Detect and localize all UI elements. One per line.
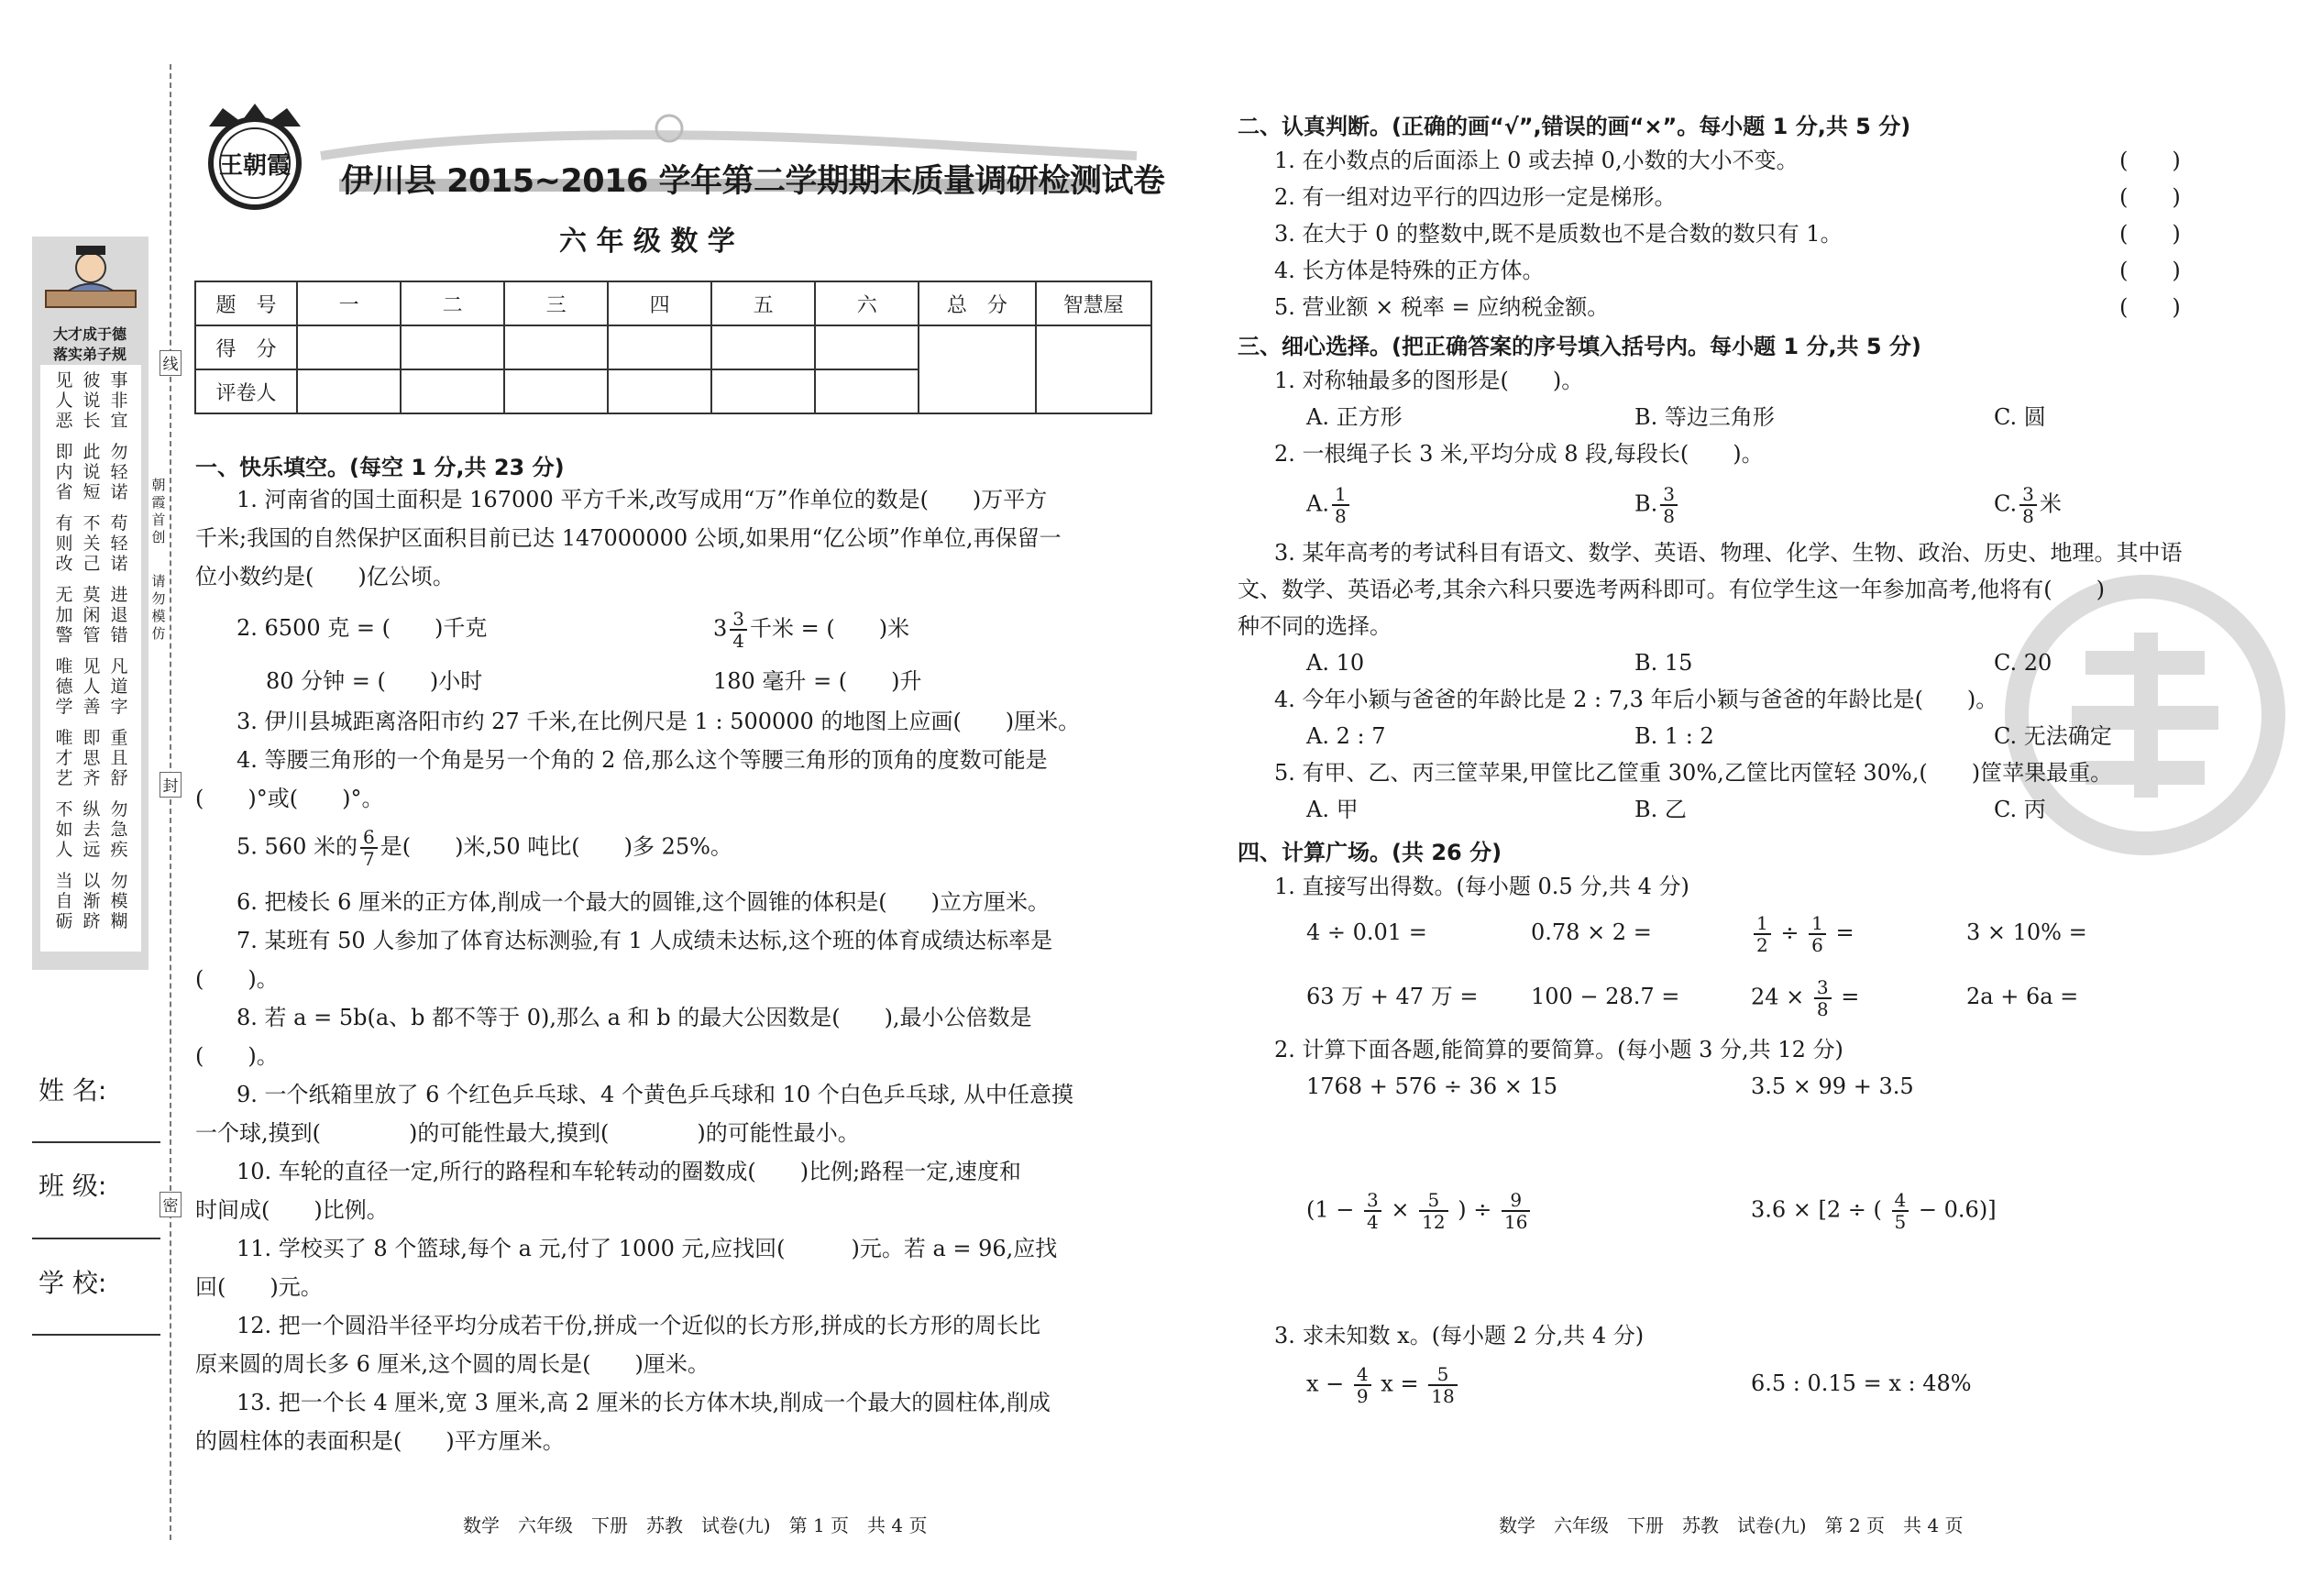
fraction <box>1814 977 1832 1019</box>
choice-3-line2: 文、数学、英语必考,其余六科只要选考两科即可。有位学生这一年参加高考,他将有( ) <box>1238 577 2105 602</box>
choice-2: 2. 一根绳子长 3 米,平均分成 8 段,每段长( )。 <box>1274 441 1764 467</box>
choice-5: 5. 有甲、乙、丙三筐苹果,甲筐比乙筐重 30%,乙筐比丙筐轻 30%,( )筐苹果最重。 <box>1274 760 2113 786</box>
fraction <box>1754 913 1771 955</box>
section-1-title: 一、快乐填空。(每空 1 分,共 23 分) <box>195 455 565 480</box>
q11-line2: 回( )元。 <box>195 1274 323 1300</box>
option-letter: A. <box>1306 490 1329 517</box>
choice-2-b <box>1634 484 1680 526</box>
denominator: 9 <box>1356 1385 1369 1407</box>
motto-column: 凡道字 <box>110 656 128 717</box>
score-header-cell: 总 分 <box>919 281 1035 325</box>
calc-1-item: 0.78 × 2 = <box>1531 919 1652 945</box>
calc-2-instruction: 2. 计算下面各题,能简算的要简算。(每小题 3 分,共 12 分) <box>1274 1037 1843 1062</box>
expr-text: − 0.6)] <box>1918 1196 1997 1223</box>
numerator: 3 <box>1814 977 1832 999</box>
motto-column: 勿急疾 <box>110 799 128 860</box>
motto-column: 唯才艺 <box>55 728 73 788</box>
binding-dash-line <box>170 64 171 1540</box>
denominator: 12 <box>1422 1211 1446 1233</box>
denominator: 2 <box>1756 934 1768 956</box>
sidebar-banner-line1: 大才成于德 <box>52 325 127 343</box>
answer-paren[interactable]: ( ) <box>2119 221 2181 247</box>
option-letter: C. <box>1994 490 2018 517</box>
grader-cell[interactable] <box>608 369 711 413</box>
q2-part-d: 180 毫升 = ( )升 <box>713 668 922 694</box>
choice-3-a: A. 10 <box>1306 650 1365 676</box>
judge-item: 2. 有一组对边平行的四边形一定是梯形。 <box>1274 184 1677 210</box>
answer-paren[interactable]: ( ) <box>2119 294 2181 320</box>
numerator: 3 <box>1660 484 1678 506</box>
sidebar-note-1: 朝霞首创 <box>151 477 166 545</box>
calc-1-item: 63 万 + 47 万 = <box>1306 984 1479 1009</box>
choice-4-a: A. 2 : 7 <box>1306 723 1386 749</box>
fraction <box>1502 1190 1530 1232</box>
fraction <box>1809 913 1826 955</box>
total-score-cell[interactable] <box>919 325 1035 413</box>
expr-text: 24 × <box>1751 984 1805 1010</box>
q8-line2: ( )。 <box>195 1043 279 1069</box>
grader-cell[interactable] <box>711 369 815 413</box>
section-2-title: 二、认真判断。(正确的画“√”,错误的画“×”。每小题 1 分,共 5 分) <box>1238 114 1911 139</box>
q2-part-c: 80 分钟 = ( )小时 <box>266 668 483 694</box>
score-header-cell: 五 <box>711 281 815 325</box>
score-table-row <box>195 325 1151 369</box>
calc-1-item <box>1751 977 1859 1019</box>
expr-text: x − <box>1306 1370 1345 1397</box>
score-cell[interactable] <box>401 325 504 369</box>
grader-cell[interactable] <box>815 369 919 413</box>
choice-1-c: C. 圆 <box>1994 404 2046 430</box>
choice-4-c: C. 无法确定 <box>1994 723 2112 749</box>
option-letter: B. <box>1634 490 1658 517</box>
choice-5-a: A. 甲 <box>1306 797 1359 822</box>
scholar-illustration-icon <box>41 240 140 323</box>
q11-line1: 11. 学校买了 8 个篮球,每个 a 元,付了 1000 元,应找回( )元。若 a = 96,应找 <box>237 1236 1058 1261</box>
denominator: 18 <box>1431 1385 1455 1407</box>
motto-column: 纵去远 <box>83 799 101 860</box>
exam-title: 伊川县 2015~2016 学年第二学期期末质量调研检测试卷 <box>341 163 1165 200</box>
choice-3-c: C. 20 <box>1994 650 2052 676</box>
numerator: 5 <box>1419 1190 1447 1212</box>
motto-column: 彼说长 <box>83 370 101 431</box>
calc-1-item: 2a + 6a = <box>1966 984 2079 1009</box>
expr-text: ) ÷ <box>1458 1196 1492 1223</box>
motto-column: 有则改 <box>55 513 73 574</box>
denominator: 4 <box>732 630 745 652</box>
score-header-cell: 四 <box>608 281 711 325</box>
q5-text: 5. 560 米的 <box>237 833 358 860</box>
judge-item: 3. 在大于 0 的整数中,既不是质数也不是合数的数只有 1。 <box>1274 221 1843 247</box>
grader-cell[interactable] <box>401 369 504 413</box>
calc-1-item: 100 − 28.7 = <box>1531 984 1680 1009</box>
denominator: 16 <box>1503 1211 1528 1233</box>
choice-4-b: B. 1 : 2 <box>1634 723 1714 749</box>
choice-4: 4. 今年小颖与爸爸的年龄比是 2 : 7,3 年后小颖与爸爸的年龄比是( )。 <box>1274 687 1998 712</box>
motto-column: 苟轻诺 <box>110 513 128 574</box>
motto-column: 见人善 <box>83 656 101 717</box>
grader-cell[interactable] <box>504 369 608 413</box>
motto-column: 勿轻诺 <box>110 442 128 502</box>
expr-text: (1 − <box>1306 1196 1355 1223</box>
denominator: 8 <box>1334 505 1347 527</box>
score-header-cell: 题 号 <box>195 281 297 325</box>
motto-column: 不如人 <box>55 799 73 860</box>
motto-column: 不关己 <box>83 513 101 574</box>
numerator: 1 <box>1809 913 1826 935</box>
judge-item: 5. 营业额 × 税率 = 应纳税金额。 <box>1274 294 1610 320</box>
numerator: 3 <box>1364 1190 1381 1212</box>
calc-2-item <box>1306 1190 1533 1232</box>
q2b-whole: 3 <box>713 615 728 642</box>
score-header-cell: 二 <box>401 281 504 325</box>
q5 <box>237 827 732 869</box>
answer-paren[interactable]: ( ) <box>2119 258 2181 283</box>
denominator: 6 <box>1811 934 1823 956</box>
motto-column: 无加警 <box>55 585 73 645</box>
fraction <box>1428 1364 1457 1406</box>
numerator: 4 <box>1354 1364 1371 1386</box>
choice-2-c <box>1994 484 2062 526</box>
motto-column: 即思齐 <box>83 728 101 788</box>
score-cell[interactable] <box>608 325 711 369</box>
choice-1-a: A. 正方形 <box>1306 404 1403 430</box>
option-fraction <box>2019 484 2037 526</box>
fraction <box>1419 1190 1447 1232</box>
class-field[interactable] <box>32 1238 160 1239</box>
calc-2-item <box>1751 1190 1997 1232</box>
numerator: 5 <box>1428 1364 1457 1386</box>
option-unit: 米 <box>2039 490 2062 517</box>
score-row-label: 评卷人 <box>195 369 297 413</box>
motto-column: 即内省 <box>55 442 73 502</box>
option-fraction <box>1332 484 1349 526</box>
q1-line2: 千米;我国的自然保护区面积目前已达 147000000 公顷,如果用“亿公顷”作单位,再保留一 <box>195 525 1062 551</box>
numerator: 3 <box>730 609 747 631</box>
calc-3-item <box>1306 1364 1460 1406</box>
calc-2-item: 1768 + 576 ÷ 36 × 15 <box>1306 1073 1558 1099</box>
choice-3-b: B. 15 <box>1634 650 1693 676</box>
calc-3-instruction: 3. 求未知数 x。(每小题 2 分,共 4 分) <box>1274 1323 1645 1348</box>
q6: 6. 把棱长 6 厘米的正方体,削成一个最大的圆锥,这个圆锥的体积是( )立方厘米。 <box>237 889 1051 915</box>
fraction <box>1892 1190 1909 1232</box>
score-cell[interactable] <box>815 325 919 369</box>
choice-1: 1. 对称轴最多的图形是( )。 <box>1274 368 1584 393</box>
denominator: 7 <box>362 848 375 870</box>
brand-logo-text: 王朝霞 <box>218 152 291 180</box>
q2b-fraction <box>730 609 747 651</box>
score-header-cell: 智慧屋 <box>1036 281 1151 325</box>
fraction <box>1364 1190 1381 1232</box>
page-footer-right: 数学 六年级 下册 苏教 试卷(九) 第 2 页 共 4 页 <box>1499 1514 1964 1536</box>
score-cell[interactable] <box>297 325 401 369</box>
q13-line1: 13. 把一个长 4 厘米,宽 3 厘米,高 2 厘米的长方体木块,削成一个最大的圆柱体,削成 <box>237 1390 1051 1415</box>
name-field[interactable] <box>32 1141 160 1143</box>
q12-line1: 12. 把一个圆沿半径平均分成若干份,拼成一个近似的长方形,拼成的长方形的周长比 <box>237 1313 1041 1338</box>
calc-1-instruction: 1. 直接写出得数。(每小题 0.5 分,共 4 分) <box>1274 874 1689 899</box>
page-footer-left: 数学 六年级 下册 苏教 试卷(九) 第 1 页 共 4 页 <box>463 1514 928 1536</box>
grader-cell[interactable] <box>297 369 401 413</box>
seal-char-line: 线 <box>160 350 182 376</box>
motto-column: 当自砺 <box>55 871 73 931</box>
score-header-cell: 一 <box>297 281 401 325</box>
motto-column: 事非宜 <box>110 370 128 431</box>
numerator: 6 <box>360 827 378 849</box>
numerator: 1 <box>1332 484 1349 506</box>
motto-column: 重且舒 <box>110 728 128 788</box>
motto-column: 见人恶 <box>55 370 73 431</box>
score-header-cell: 六 <box>815 281 919 325</box>
choice-1-b: B. 等边三角形 <box>1634 404 1775 430</box>
q4-line2: ( )°或( )°。 <box>195 786 384 811</box>
q10-line2: 时间成( )比例。 <box>195 1197 389 1223</box>
motto-column: 莫闲管 <box>83 585 101 645</box>
q8-line1: 8. 若 a = 5b(a、b 都不等于 0),那么 a 和 b 的最大公因数是( ),最小公倍数是 <box>237 1005 1032 1030</box>
choice-5-b: B. 乙 <box>1634 797 1687 822</box>
calc-1-item <box>1751 913 1854 955</box>
q13-line2: 的圆柱体的表面积是( )平方厘米。 <box>195 1428 565 1454</box>
numerator: 3 <box>2019 484 2037 506</box>
choice-3-line1: 3. 某年高考的考试科目有语文、数学、英语、物理、化学、生物、政治、历史、地理。其中语 <box>1274 540 2183 566</box>
denominator: 4 <box>1367 1211 1379 1233</box>
motto-column: 进退错 <box>110 585 128 645</box>
q9-line1: 9. 一个纸箱里放了 6 个红色乒乓球、4 个黄色乒乓球和 10 个白色乒乓球, 从中任意摸 <box>237 1082 1074 1107</box>
motto-column: 唯德学 <box>55 656 73 717</box>
motto-column: 此说短 <box>83 442 101 502</box>
motto-column: 以渐跻 <box>83 871 101 931</box>
numerator: 1 <box>1754 913 1771 935</box>
calc-1-item: 4 ÷ 0.01 = <box>1306 919 1427 945</box>
expr-text: x = <box>1381 1370 1419 1397</box>
score-cell[interactable] <box>504 325 608 369</box>
score-row-label: 得 分 <box>195 325 297 369</box>
numerator: 9 <box>1502 1190 1530 1212</box>
q2b-rest: 千米 = ( )米 <box>750 615 910 642</box>
equals: = <box>1835 919 1854 946</box>
q12-line2: 原来圆的周长多 6 厘米,这个圆的周长是( )厘米。 <box>195 1351 710 1377</box>
choice-2-a <box>1306 484 1352 526</box>
score-cell[interactable] <box>711 325 815 369</box>
judge-item: 1. 在小数点的后面添上 0 或去掉 0,小数的大小不变。 <box>1274 148 1799 173</box>
expr-text: 3.6 × [2 ÷ ( <box>1751 1196 1882 1223</box>
choice-3-line3: 种不同的选择。 <box>1238 613 1392 639</box>
class-label: 班 级: <box>39 1171 107 1201</box>
operator: × <box>1391 1196 1410 1223</box>
q7-line2: ( )。 <box>195 966 279 992</box>
q7-line1: 7. 某班有 50 人参加了体育达标测验,有 1 人成绩未达标,这个班的体育成绩达标率是 <box>237 928 1053 953</box>
school-label: 学 校: <box>39 1268 107 1298</box>
seal-char-seal: 封 <box>160 772 182 798</box>
judge-item: 4. 长方体是特殊的正方体。 <box>1274 258 1545 283</box>
q5-fraction <box>360 827 378 869</box>
operator: ÷ <box>1780 919 1799 946</box>
q9-line2: 一个球,摸到( )的可能性最大,摸到( )的可能性最小。 <box>195 1120 860 1146</box>
q5-rest: 是( )米,50 吨比( )多 25%。 <box>380 833 732 860</box>
denominator: 5 <box>1894 1211 1907 1233</box>
q1-line1: 1. 河南省的国土面积是 167000 平方千米,改写成用“万”作单位的数是( )万平方 <box>237 487 1048 512</box>
seal-char-secret: 密 <box>160 1192 182 1217</box>
section-3-title: 三、细心选择。(把正确答案的序号填入括号内。每小题 1 分,共 5 分) <box>1238 334 1921 359</box>
choice-5-c: C. 丙 <box>1994 797 2046 822</box>
score-table <box>194 281 1152 414</box>
sidebar-banner-line2: 落实弟子规 <box>52 346 127 363</box>
motto-column: 勿模糊 <box>110 871 128 931</box>
q2-part-a: 2. 6500 克 = ( )千克 <box>237 615 488 641</box>
section-4-title: 四、计算广场。(共 26 分) <box>1238 840 1502 865</box>
score-table-header-row <box>195 281 1151 325</box>
calc-2-item: 3.5 × 99 + 3.5 <box>1751 1073 1914 1099</box>
sidebar-note-2: 请勿模仿 <box>151 573 166 642</box>
calc-3-item: 6.5 : 0.15 = x : 48% <box>1751 1370 1972 1396</box>
q10-line1: 10. 车轮的直径一定,所行的路程和车轮转动的圈数成( )比例;路程一定,速度和 <box>237 1159 1021 1184</box>
q4-line1: 4. 等腰三角形的一个角是另一个角的 2 倍,那么这个等腰三角形的顶角的度数可能是 <box>237 747 1048 773</box>
name-label: 姓 名: <box>39 1075 107 1106</box>
q1-line3: 位小数约是( )亿公顷。 <box>195 564 455 589</box>
denominator: 8 <box>1816 998 1829 1020</box>
answer-paren[interactable]: ( ) <box>2119 184 2181 210</box>
q3: 3. 伊川县城距离洛阳市约 27 千米,在比例尺是 1 : 500000 的地图上应画( )厘米。 <box>237 709 1081 734</box>
calc-1-item: 3 × 10% = <box>1966 919 2087 945</box>
fraction <box>1354 1364 1371 1406</box>
q2-part-b <box>713 609 909 651</box>
bonus-score-cell[interactable] <box>1036 325 1151 413</box>
equals: = <box>1841 984 1860 1010</box>
numerator: 4 <box>1892 1190 1909 1212</box>
denominator: 8 <box>2022 505 2034 527</box>
answer-paren[interactable]: ( ) <box>2119 148 2181 173</box>
option-fraction <box>1660 484 1678 526</box>
exam-subtitle: 六 年 级 数 学 <box>559 226 735 258</box>
school-field[interactable] <box>32 1334 160 1336</box>
denominator: 8 <box>1663 505 1675 527</box>
score-header-cell: 三 <box>504 281 608 325</box>
